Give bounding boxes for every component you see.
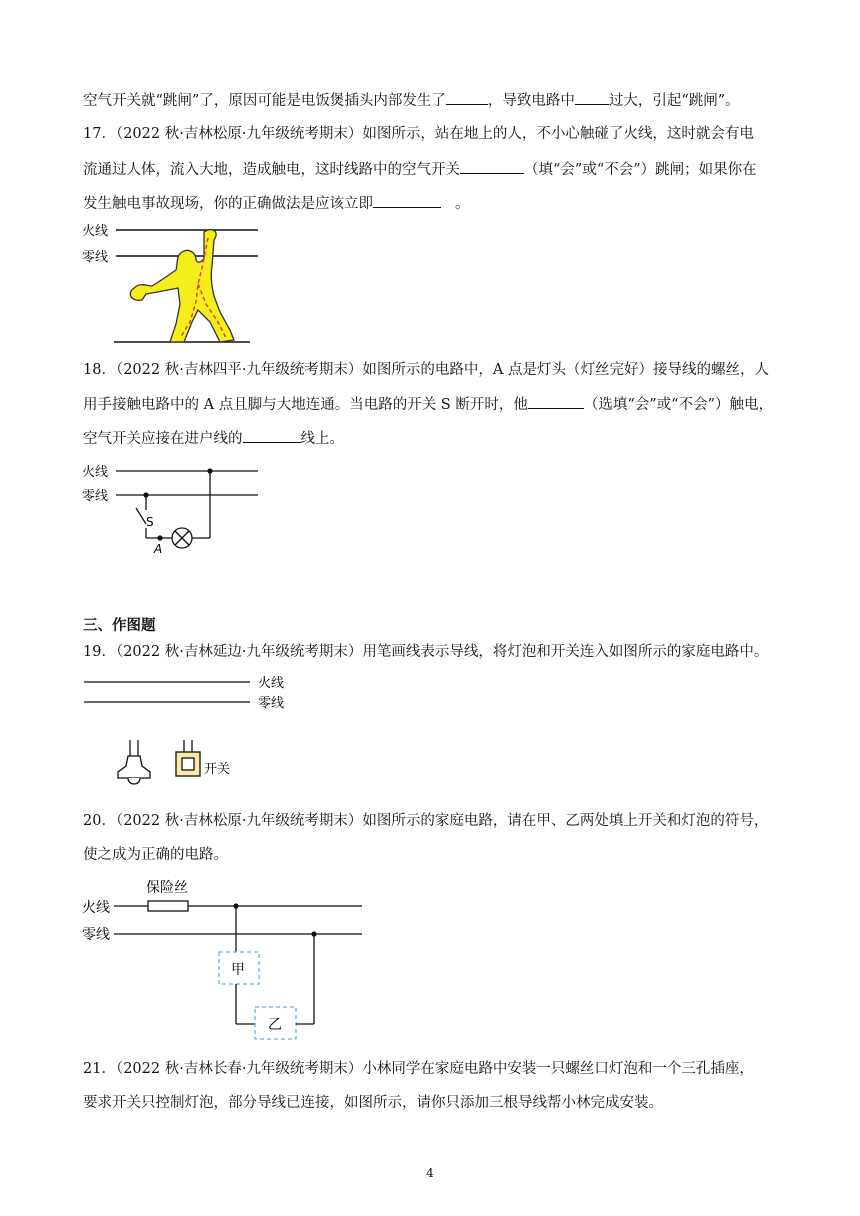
q18-line1: 18．（2022 秋·吉林四平·九年级统考期末）如图所示的电路中，A 点是灯头（灯丝完好）接导线的螺丝，人 — [83, 362, 770, 378]
point-a — [157, 535, 162, 540]
switch-s — [136, 508, 146, 524]
page-number: 4 — [426, 1166, 434, 1180]
fire-wire-label: 火线 — [258, 676, 285, 691]
person-figure — [130, 230, 234, 342]
q17-line3: 发生触电事故现场，你的正确做法是应该立即 。 — [83, 193, 790, 214]
switch-label: 开关 — [204, 762, 231, 777]
section-title: 三、作图题 — [83, 618, 156, 634]
q16-text: 空气开关就“跳闸”了，原因可能是电饭煲插头内部发生了 ，导致电路中 过大，引起“跳闸”。 — [83, 90, 790, 111]
zero-wire-label: 零线 — [82, 489, 109, 504]
point-a-label: A — [154, 542, 163, 556]
q17-line1: 17．（2022 秋·吉林松原·九年级统考期末）如图所示，站在地上的人，不小心触碰了火线，这时就会有电 — [83, 126, 754, 142]
zero-wire-label: 零线 — [82, 927, 110, 943]
q20-figure — [80, 876, 380, 1036]
q18-line3: 空气开关应接在进户线的 线上。 — [83, 428, 790, 449]
fire-wire-label: 火线 — [82, 465, 109, 480]
q17-figure — [80, 218, 280, 348]
fire-wire-label: 火线 — [82, 900, 110, 916]
zero-wire-label: 零线 — [82, 250, 109, 265]
fuse-icon — [148, 901, 188, 911]
q21-line1: 21．（2022 秋·吉林长春·九年级统考期末）小林同学在家庭电路中安装一只螺丝口灯泡和一个三孔插座， — [83, 1061, 754, 1077]
lamp-icon — [172, 528, 192, 548]
switch-label: S — [146, 515, 154, 529]
zero-wire-label: 零线 — [258, 696, 285, 711]
answer-blank[interactable] — [243, 428, 301, 443]
q19-figure — [84, 672, 304, 792]
q17-line2: 流通过人体，流入大地，造成触电，这时线路中的空气开关 （填“会”或“不会”）跳闸；如果你在 — [83, 159, 790, 180]
q20-line1: 20．（2022 秋·吉林松原·九年级统考期末）如图所示的家庭电路，请在甲、乙两处填上开关和灯泡的符号， — [83, 813, 769, 829]
answer-blank[interactable] — [575, 90, 609, 105]
q19-line1: 19．（2022 秋·吉林延边·九年级统考期末）用笔画线表示导线，将灯泡和开关连入如图所示的家庭电路中。 — [83, 644, 769, 660]
answer-blank[interactable] — [446, 90, 488, 105]
answer-blank[interactable] — [528, 394, 584, 409]
fire-wire-label: 火线 — [82, 224, 109, 239]
q21-line2: 要求开关只控制灯泡，部分导线已连接，如图所示，请你只添加三根导线帮小林完成安装。 — [83, 1095, 663, 1111]
switch-icon — [176, 740, 200, 776]
q18-line2: 用手接触电路中的 A 点且脚与大地连通。当电路的开关 S 断开时，他 （选填“会”或“不会”）触电， — [83, 394, 790, 415]
answer-blank[interactable] — [460, 159, 524, 174]
box-jia-label: 甲 — [231, 962, 245, 978]
q18-figure — [80, 460, 270, 560]
answer-blank[interactable] — [373, 193, 441, 208]
box-yi-label: 乙 — [268, 1017, 282, 1033]
bulb-icon — [118, 740, 150, 784]
fuse-label: 保险丝 — [146, 880, 188, 896]
q20-line2: 使之成为正确的电路。 — [83, 847, 228, 863]
